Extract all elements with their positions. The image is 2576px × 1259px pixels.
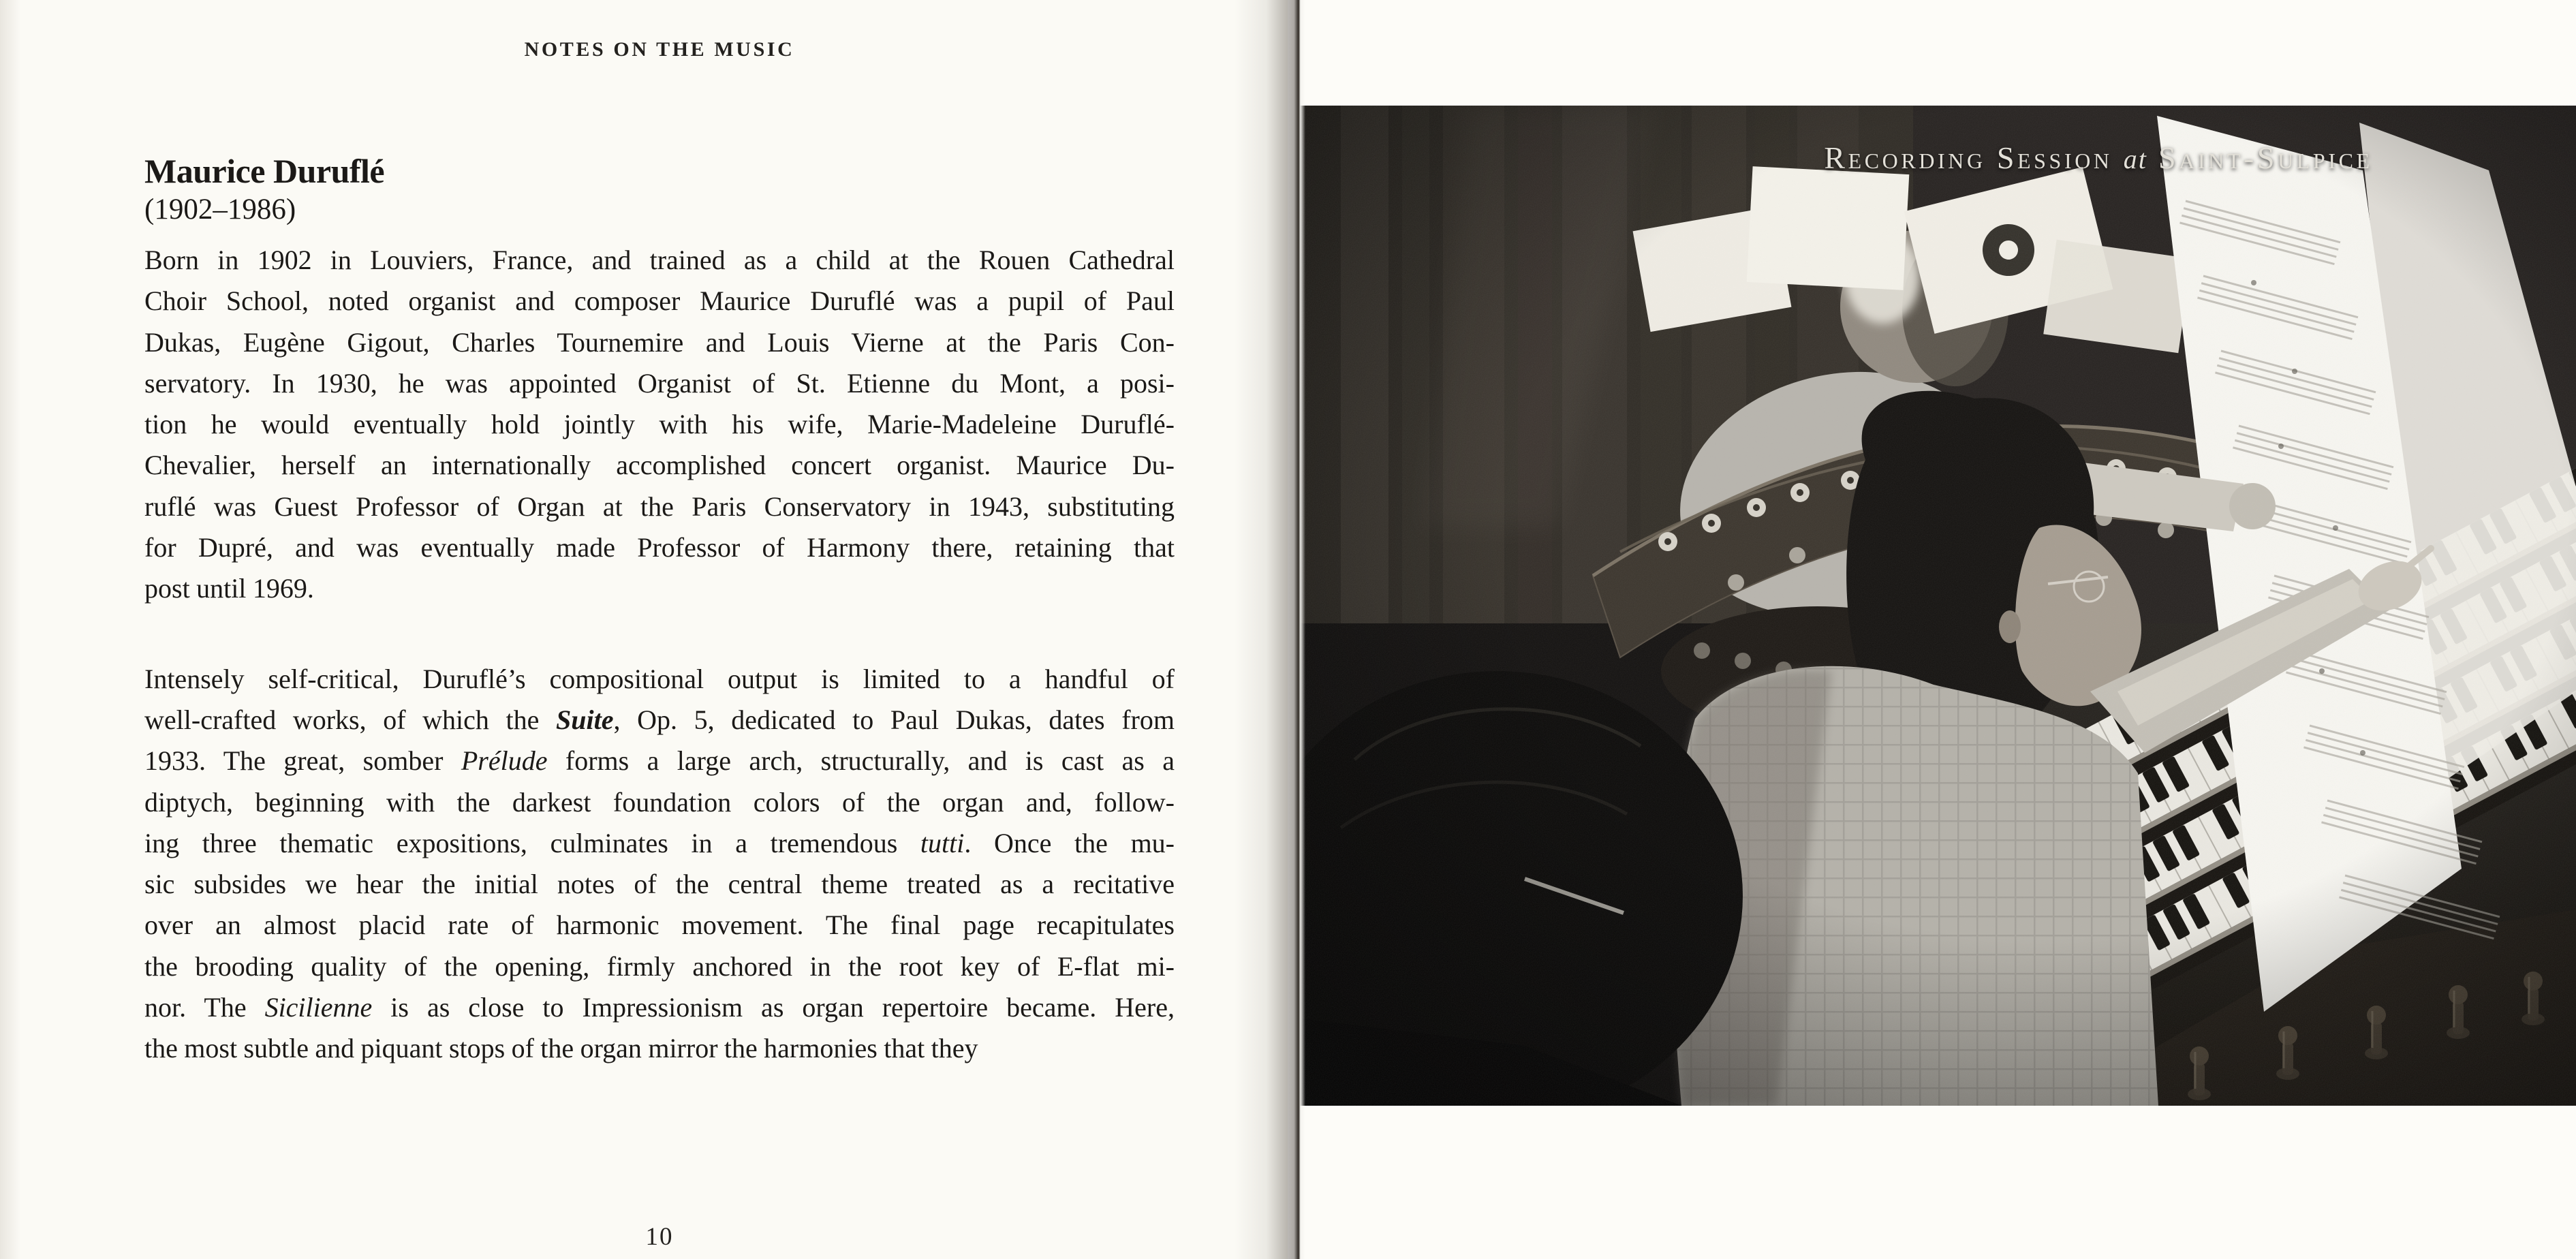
text-line	[144, 527, 1175, 568]
caption-segment: at	[2123, 144, 2147, 174]
text-line	[144, 864, 1175, 905]
text-segment: tutti	[920, 827, 965, 858]
page-title: Maurice Duruflé	[144, 152, 385, 190]
text-line	[144, 905, 1175, 946]
text-segment: ruflé was Guest Professor of Organ at the Paris Conservatory in 1943, substituting	[144, 491, 1175, 522]
text-line	[144, 281, 1175, 322]
text-line	[144, 445, 1175, 486]
text-line	[144, 659, 1175, 700]
text-line	[144, 568, 1175, 609]
text-line	[144, 700, 1175, 741]
text-segment: Dukas, Eugène Gigout, Charles Tournemire and Louis Vierne at the Paris Con-	[144, 326, 1175, 358]
paragraph	[144, 240, 1175, 610]
text-segment: the brooding quality of the opening, firmly anchored in the root key of E-flat mi-	[144, 950, 1175, 982]
text-segment: forms a large arch, structurally, and is cast as a	[547, 745, 1175, 777]
life-dates: (1902–1986)	[144, 193, 296, 226]
left-page-content	[144, 153, 1175, 1070]
text-line	[144, 823, 1175, 864]
text-segment: tion he would eventually hold jointly with his wife, Marie-Madeleine Duruflé-	[144, 409, 1175, 440]
text-segment: ing three thematic expositions, culminates in a tremendous	[144, 827, 920, 858]
text-line	[144, 741, 1175, 781]
text-line	[144, 363, 1175, 404]
text-segment: sic subsides we hear the initial notes of the central theme treated as a recitative	[144, 869, 1175, 900]
text-segment: is as close to Impressionism as organ repertoire became. Here,	[372, 992, 1175, 1023]
text-segment: well-crafted works, of which the	[144, 704, 557, 735]
text-line	[144, 1028, 1175, 1069]
text-segment: 1933. The great, somber	[144, 745, 461, 777]
caption-segment: Saint-Sulpice	[2147, 140, 2373, 175]
text-line	[144, 946, 1175, 987]
paragraph	[144, 659, 1175, 1070]
text-segment: Suite	[556, 704, 614, 735]
page-number: 10	[645, 1223, 674, 1251]
text-segment: Prélude	[461, 745, 548, 777]
film-grain-overlay	[1300, 106, 2576, 1106]
text-segment: post until 1969.	[144, 573, 314, 604]
photo-illustration	[1300, 106, 2576, 1106]
photo-recording-session	[1300, 106, 2576, 1106]
text-segment: servatory. In 1930, he was appointed Organist of St. Etienne du Mont, a posi-	[144, 367, 1175, 399]
text-segment: , Op. 5, dedicated to Paul Dukas, dates from	[613, 704, 1175, 735]
text-segment: Sicilienne	[264, 992, 373, 1023]
text-segment: Intensely self-critical, Duruflé’s compositional output is limited to a handful of	[144, 663, 1175, 694]
text-segment: diptych, beginning with the darkest foundation colors of the organ and, follow-	[144, 786, 1175, 818]
text-line	[144, 404, 1175, 445]
text-line	[144, 240, 1175, 281]
text-line	[144, 987, 1175, 1028]
photo-caption	[1785, 140, 2412, 176]
text-segment: nor. The	[144, 992, 265, 1023]
text-segment: Born in 1902 in Louviers, France, and trained as a child at the Rouen Cathedral	[144, 245, 1175, 275]
running-head: NOTES ON THE MUSIC	[524, 38, 795, 61]
text-segment: over an almost placid rate of harmonic movement. The final page recapitulates	[144, 910, 1175, 941]
caption-segment: Recording Session	[1824, 140, 2124, 175]
body-text	[144, 240, 1175, 1070]
text-line	[144, 486, 1175, 527]
text-segment: Choir School, noted organist and composer Maurice Duruflé was a pupil of Paul	[144, 285, 1175, 317]
text-segment: . Once the mu-	[964, 827, 1175, 858]
text-segment: Chevalier, herself an internationally accomplished concert organist. Maurice Du-	[144, 450, 1175, 481]
text-segment: the most subtle and piquant stops of the organ mirror the harmonies that they	[144, 1033, 978, 1064]
text-line	[144, 782, 1175, 823]
text-line	[144, 322, 1175, 363]
text-segment: for Dupré, and was eventually made Professor of Harmony there, retaining that	[144, 532, 1175, 563]
